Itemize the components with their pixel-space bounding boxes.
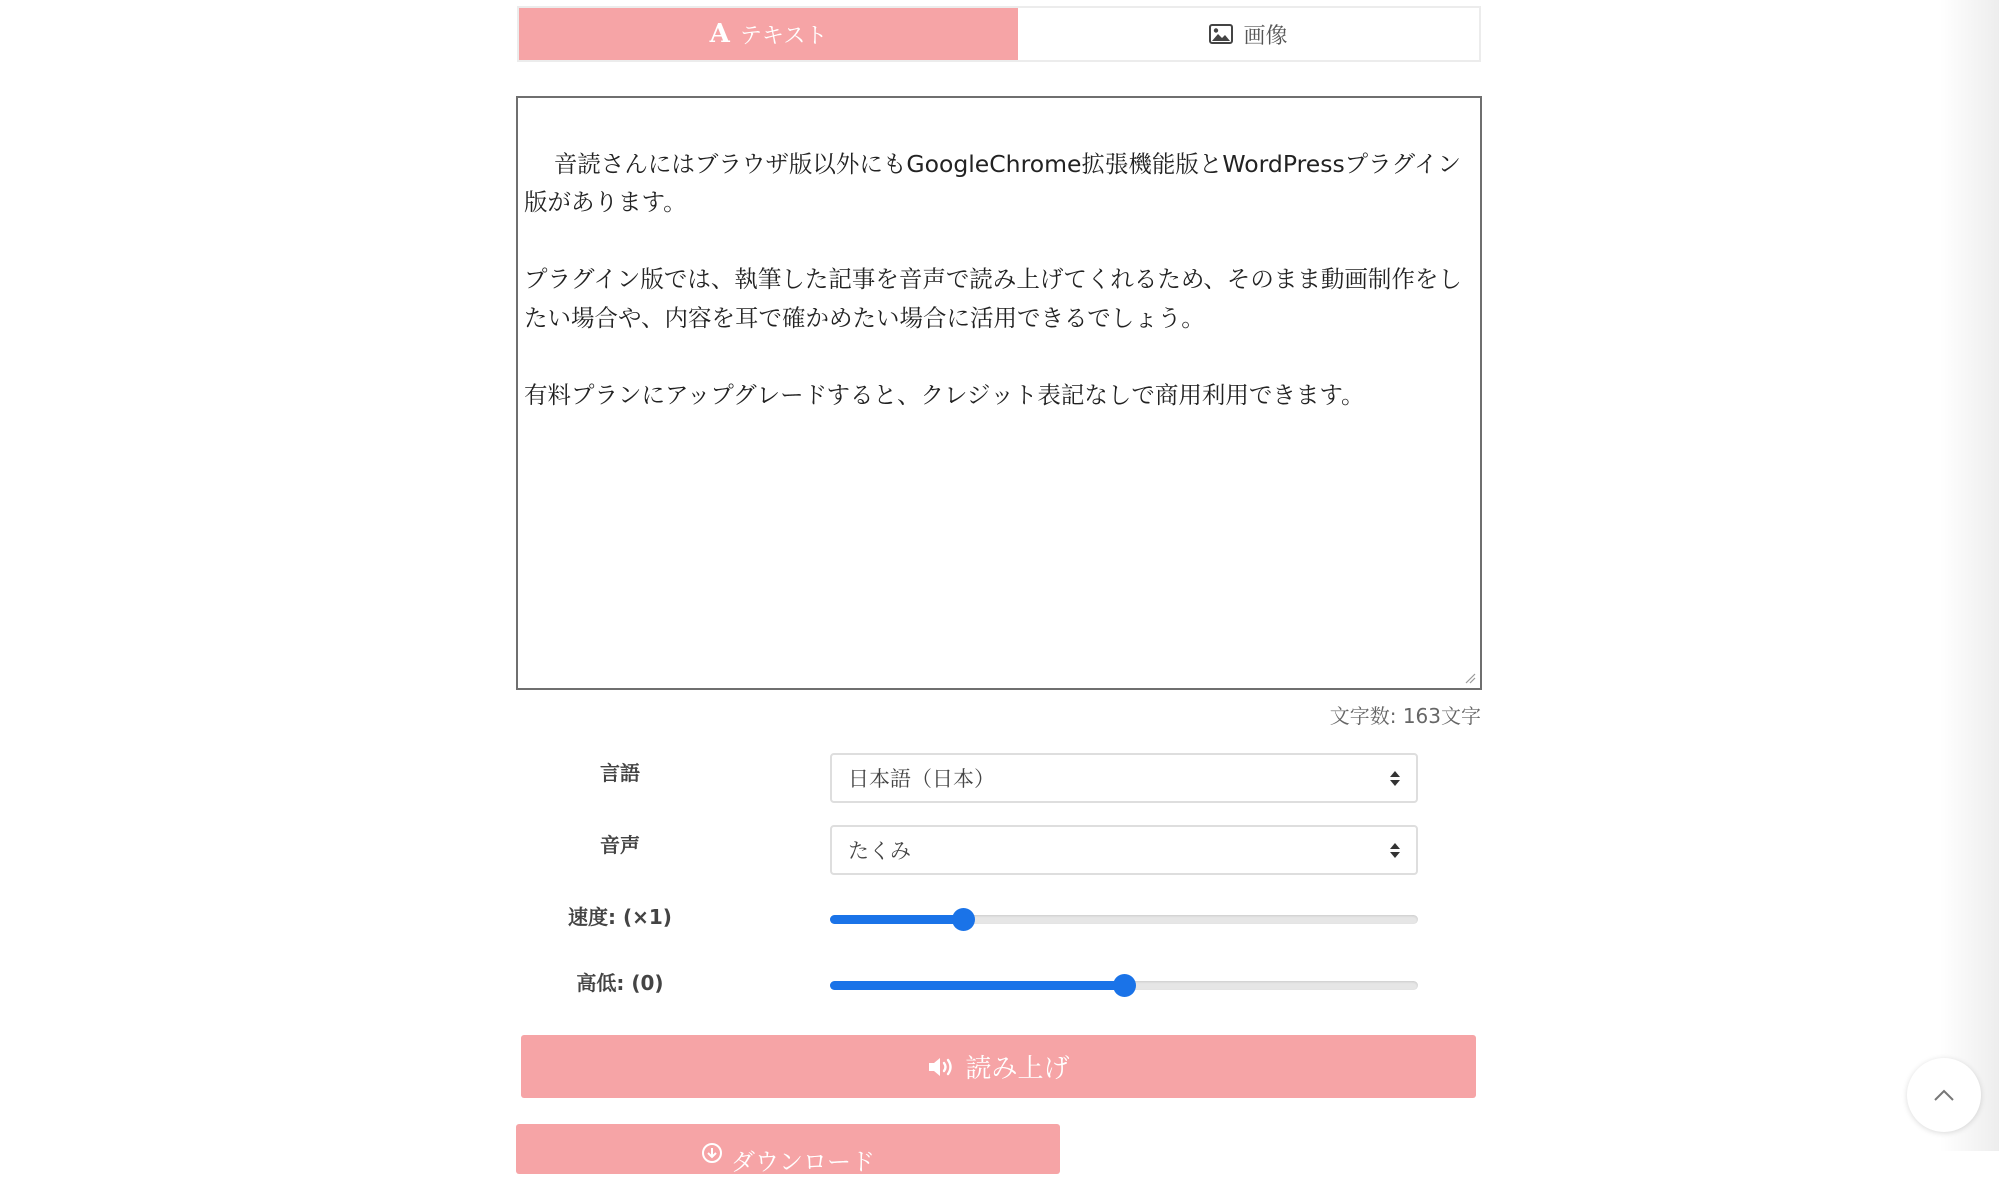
language-select[interactable]	[830, 753, 1418, 803]
download-label: ダウンロード	[731, 1148, 875, 1176]
voice-select-value: たくみ	[848, 839, 911, 863]
slider-thumb[interactable]	[952, 908, 975, 931]
pitch-label: 高低: (0)	[576, 971, 664, 995]
volume-icon	[927, 1055, 955, 1079]
input-mode-tabs	[517, 6, 1481, 62]
language-select-value: 日本語（日本）	[848, 767, 995, 791]
select-arrows-icon	[1390, 771, 1400, 786]
download-icon	[701, 1142, 723, 1164]
tab-image[interactable]	[1018, 8, 1479, 60]
read-aloud-label: 読み上げ	[965, 1054, 1070, 1084]
resize-grip-icon[interactable]	[1464, 672, 1476, 684]
tab-text[interactable]	[519, 8, 1018, 60]
speed-label: 速度: (×1)	[568, 905, 672, 929]
scrollbar-gutter	[1939, 0, 1999, 1151]
scroll-to-top-button[interactable]	[1907, 1058, 1981, 1132]
speed-slider[interactable]	[830, 907, 1418, 931]
download-button[interactable]	[516, 1124, 1060, 1174]
chevron-up-icon	[1933, 1088, 1955, 1102]
character-count: 文字数: 163文字	[1329, 704, 1481, 728]
tab-image-label: 画像	[1243, 23, 1288, 49]
font-icon: A	[709, 19, 730, 49]
select-arrows-icon	[1390, 843, 1400, 858]
text-input-content: 音読さんにはブラウザ版以外にもGoogleChrome拡張機能版とWordPressプラグイン版があります。 プラグイン版では、執筆した記事を音声で読み上げてくれるため、そのまま動画制作をしたい場合や、内容を耳で確かめたい場合に活用できるでしょう。 有料プランにアップグレードすると、クレジット表記なしで商用利用できます。	[524, 149, 1462, 409]
pitch-slider[interactable]	[830, 973, 1418, 997]
tab-text-label: テキスト	[739, 23, 828, 49]
slider-fill	[830, 915, 963, 924]
voice-select[interactable]	[830, 825, 1418, 875]
text-input-area[interactable]	[516, 96, 1482, 690]
slider-thumb[interactable]	[1113, 974, 1136, 997]
language-label: 言語	[600, 761, 640, 785]
voice-label: 音声	[600, 833, 640, 857]
image-icon	[1209, 24, 1233, 44]
read-aloud-button[interactable]	[521, 1035, 1476, 1098]
slider-fill	[830, 981, 1124, 990]
